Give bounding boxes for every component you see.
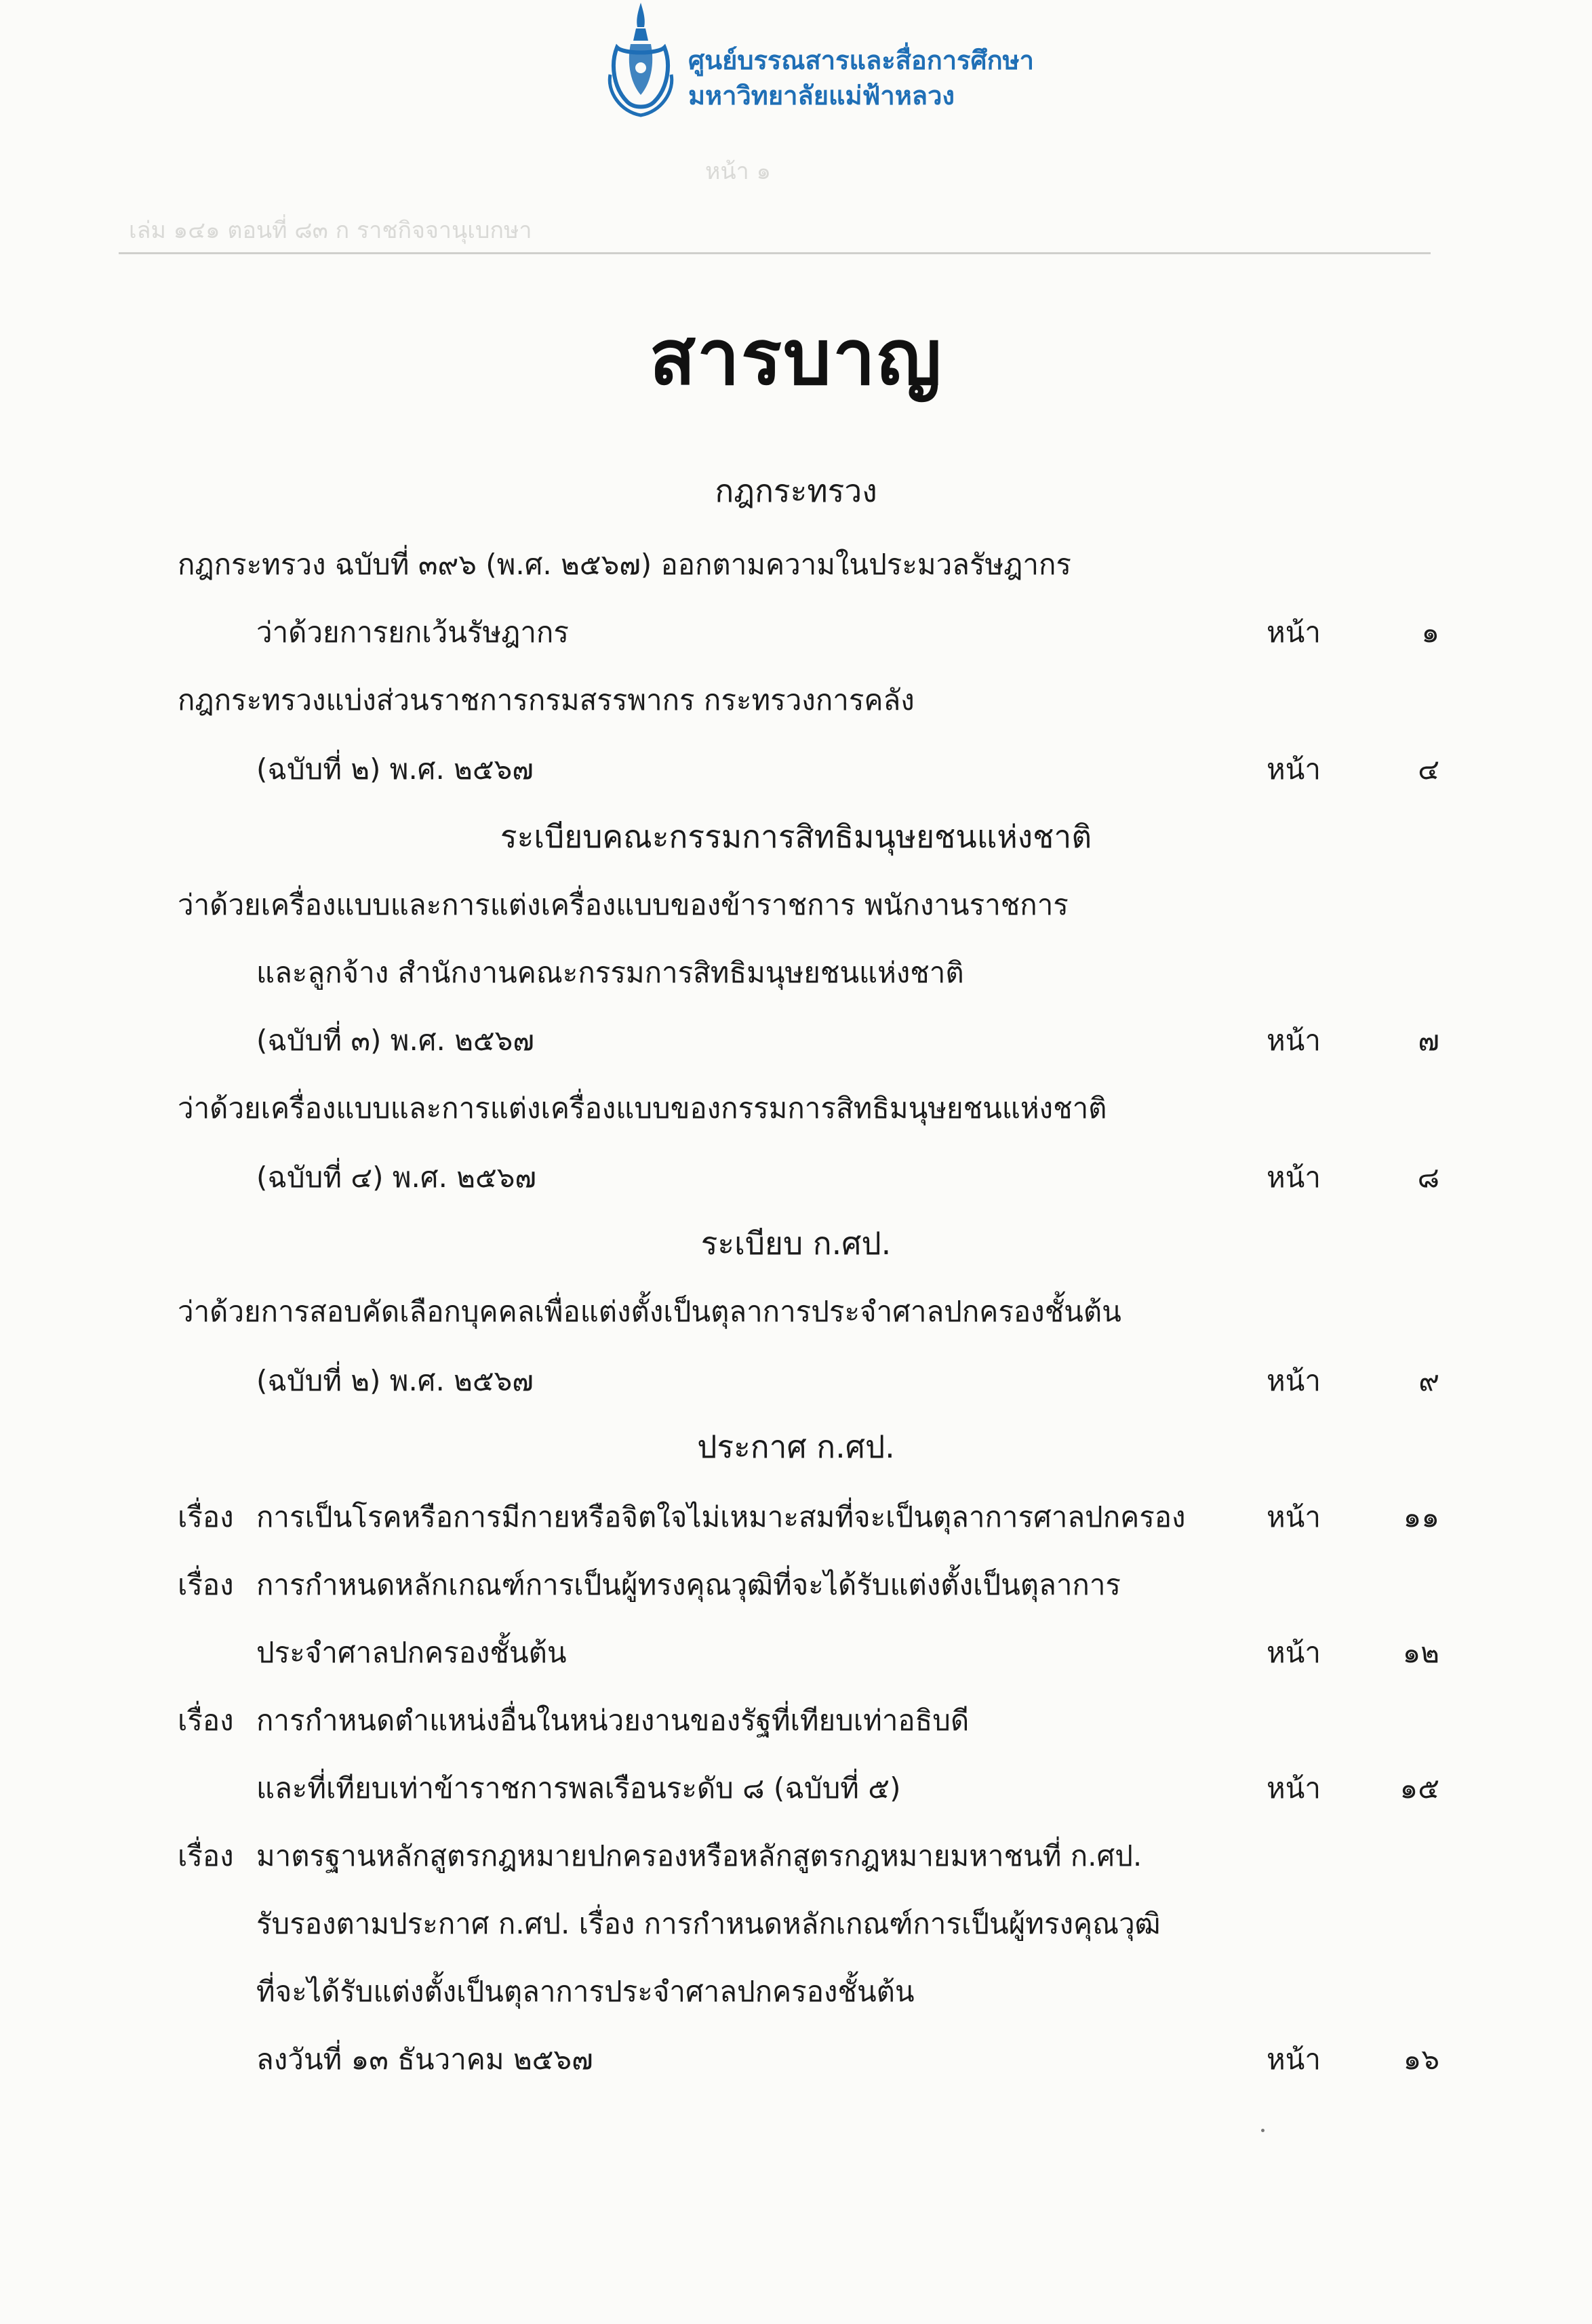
toc-entry-lead: เรื่อง [178,1839,234,1872]
toc-entry-line: กฎกระทรวง ฉบับที่ ๓๙๖ (พ.ศ. ๒๕๖๗) ออกตามความในประมวลรัษฎากร [178,548,1071,581]
toc-entry-lead: เรื่อง [178,1704,234,1737]
toc-entry-line: (ฉบับที่ ๒) พ.ศ. ๒๕๖๗ [256,1364,534,1397]
page-label: หน้า [1267,1161,1321,1194]
bleed-through-text: เล่ม ๑๔๑ ตอนที่ ๘๓ ก ราชกิจจานุเบกษา [129,217,532,244]
page-label: หน้า [1267,1364,1321,1397]
toc-entry-line: (ฉบับที่ ๒) พ.ศ. ๒๕๖๗ [256,753,534,786]
page-number: ๑๑ [1403,1500,1439,1534]
page-label: หน้า [1267,616,1321,649]
toc-entry-line: ว่าด้วยการสอบคัดเลือกบุคคลเพื่อแต่งตั้งเป็นตุลาการประจำศาลปกครองชั้นต้น [178,1295,1121,1328]
page-label: หน้า [1267,1636,1321,1669]
toc-entry-line: ว่าด้วยการยกเว้นรัษฎากร [256,616,569,649]
toc-entry-line: ที่จะได้รับแต่งตั้งเป็นตุลาการประจำศาลปกครองชั้นต้น [256,1975,915,2008]
page-number: ๔ [1418,753,1439,786]
toc-entry-line: ลงวันที่ ๑๓ ธันวาคม ๒๕๖๗ [256,2043,593,2076]
bleed-through-text: หน้า ๑ [705,158,772,185]
page-label: หน้า [1267,1771,1321,1805]
toc-entry-line: การกำหนดตำแหน่งอื่นในหน่วยงานของรัฐที่เทียบเท่าอธิบดี [256,1704,970,1737]
page-number: ๗ [1418,1024,1439,1057]
toc-entry-line: ประจำศาลปกครองชั้นต้น [256,1636,567,1669]
toc-entry-line: กฎกระทรวงแบ่งส่วนราชการกรมสรรพากร กระทรวงการคลัง [178,683,915,717]
toc-entry-line: ว่าด้วยเครื่องแบบและการแต่งเครื่องแบบของข้าราชการ พนักงานราชการ [178,888,1069,921]
page-number: ๙ [1418,1364,1439,1397]
toc-entry-line: (ฉบับที่ ๔) พ.ศ. ๒๕๖๗ [256,1161,536,1194]
university-name: มหาวิทยาลัยแม่ฟ้าหลวง [688,81,955,111]
page-label: หน้า [1267,1024,1321,1057]
page-label: หน้า [1267,753,1321,786]
toc-entry-line: มาตรฐานหลักสูตรกฎหมายปกครองหรือหลักสูตรกฎหมายมหาชนที่ ก.ศป. [256,1839,1142,1872]
section-heading: ระเบียบคณะกรรมการสิทธิมนุษยชนแห่งชาติ [500,818,1092,855]
toc-entry-line: รับรองตามประกาศ ก.ศป. เรื่อง การกำหนดหลักเกณฑ์การเป็นผู้ทรงคุณวุฒิ [256,1907,1161,1940]
toc-entry-lead: เรื่อง [178,1500,234,1534]
page-label: หน้า [1267,1500,1321,1534]
toc-entry-lead: เรื่อง [178,1568,234,1601]
page-number: ๑๖ [1403,2043,1439,2076]
section-heading: กฎกระทรวง [715,473,877,509]
toc-entry-line: และที่เทียบเท่าข้าราชการพลเรือนระดับ ๘ (ฉบับที่ ๕) [256,1771,901,1805]
toc-entry-line: การเป็นโรคหรือการมีกายหรือจิตใจไม่เหมาะสมที่จะเป็นตุลาการศาลปกครอง [256,1500,1186,1534]
page-label: หน้า [1267,2043,1321,2076]
page-number: ๘ [1417,1161,1439,1194]
header-divider [119,252,1431,254]
scan-speck [1261,2129,1265,2132]
page-number: ๑๒ [1402,1636,1439,1669]
organization-name: ศูนย์บรรณสารและสื่อการศึกษา [688,45,1034,75]
section-heading: ประกาศ ก.ศป. [697,1428,895,1465]
toc-entry-line: (ฉบับที่ ๓) พ.ศ. ๒๕๖๗ [256,1024,534,1057]
page-number: ๑๕ [1399,1771,1439,1805]
page-number: ๑ [1421,616,1439,649]
toc-entry-line: และลูกจ้าง สำนักงานคณะกรรมการสิทธิมนุษยชนแห่งชาติ [256,956,964,989]
page-title: สารบาญ [649,313,943,402]
toc-entry-line: ว่าด้วยเครื่องแบบและการแต่งเครื่องแบบของกรรมการสิทธิมนุษยชนแห่งชาติ [178,1091,1107,1125]
university-logo [597,0,685,122]
toc-entry-line: การกำหนดหลักเกณฑ์การเป็นผู้ทรงคุณวุฒิที่จะได้รับแต่งตั้งเป็นตุลาการ [256,1568,1121,1601]
section-heading: ระเบียบ ก.ศป. [700,1225,892,1262]
